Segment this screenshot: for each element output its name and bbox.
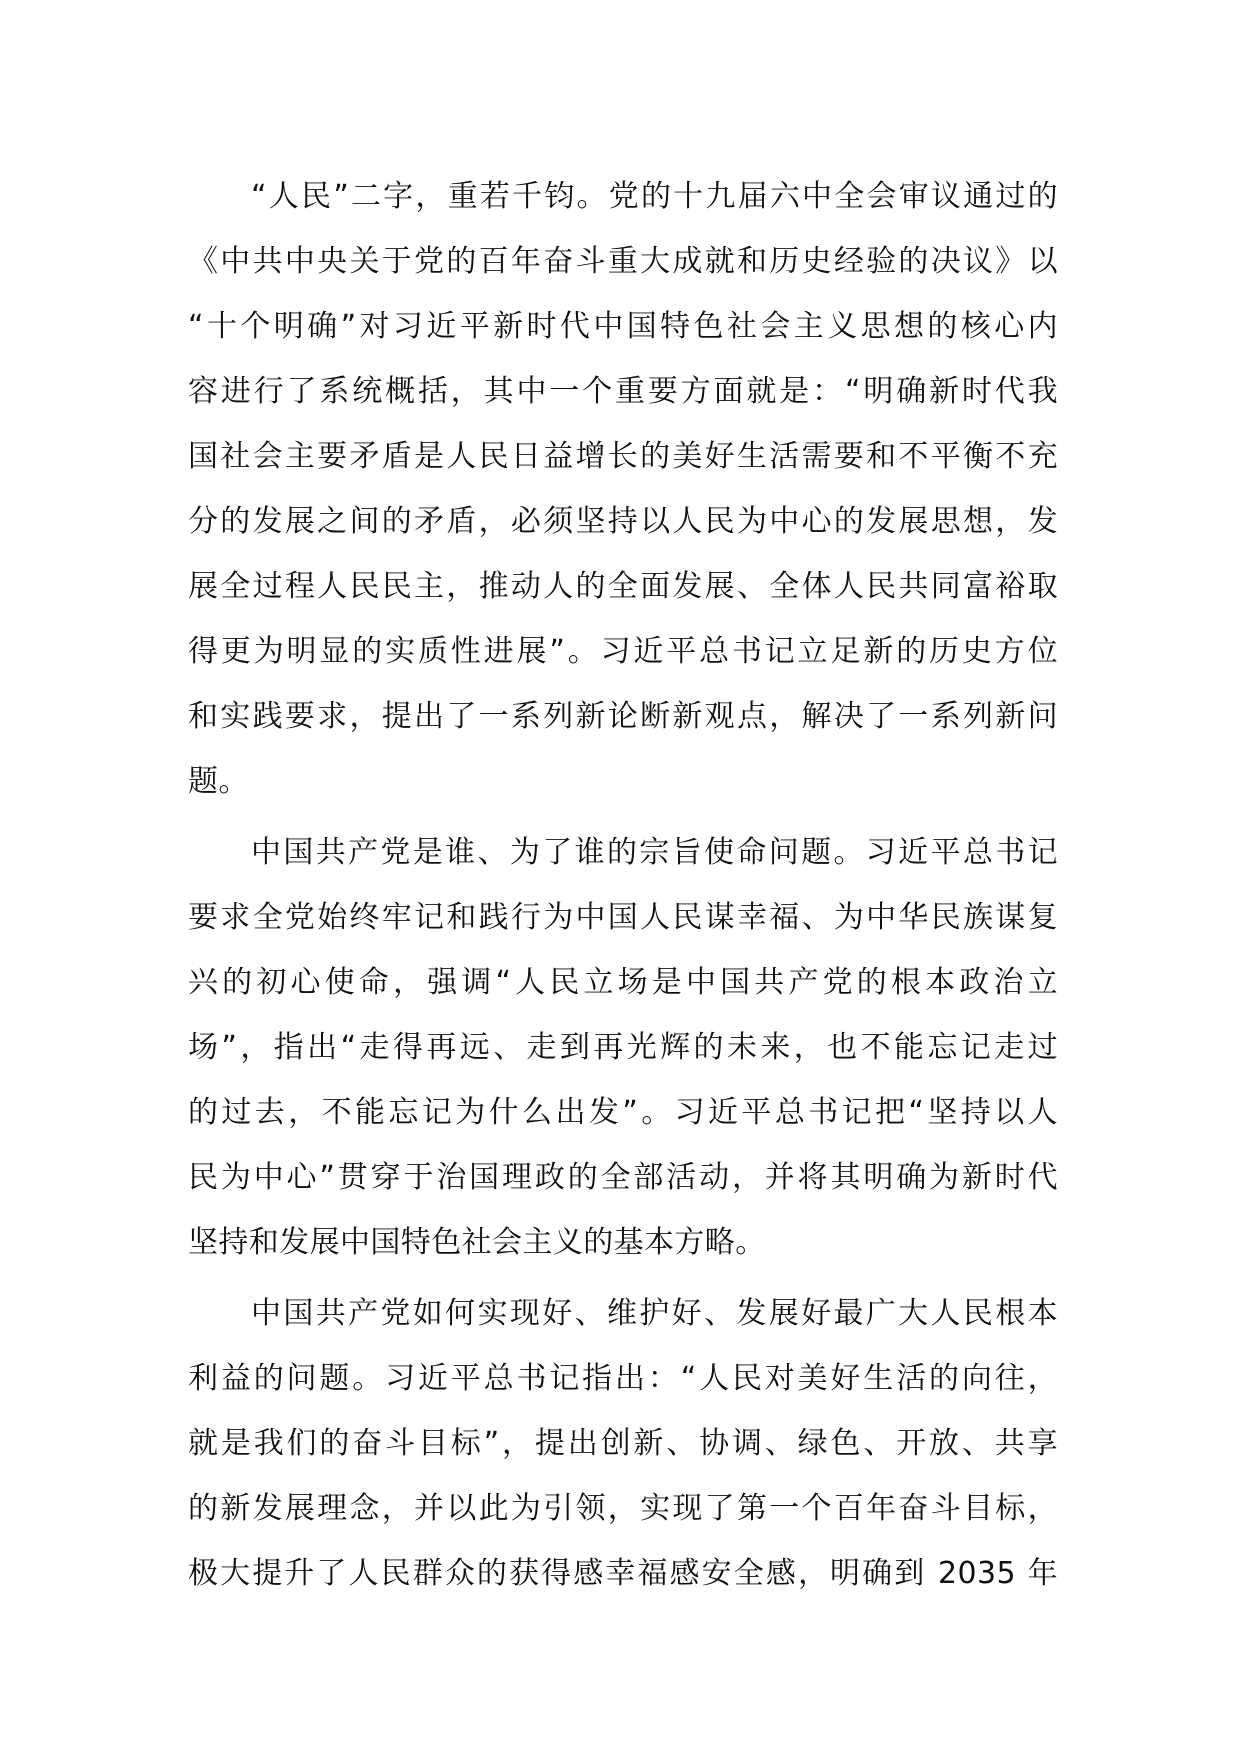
text-line: 的过去，不能忘记为什么出发”。习近平总书记把“坚持以人 [188, 1095, 1058, 1130]
paragraph-3 [188, 1281, 1058, 1606]
text-line: 分的发展之间的矛盾，必须坚持以人民为中心的发展思想，发 [188, 504, 1058, 539]
text-line: “人民”二字，重若千钧。党的十九届六中全会审议通过的 [251, 179, 1058, 214]
text-line: 得更为明显的实质性进展”。习近平总书记立足新的历史方位 [188, 634, 1058, 669]
text-line: 《中共中央关于党的百年奋斗重大成就和历史经验的决议》以 [188, 244, 1058, 279]
text-line: 场”，指出“走得再远、走到再光辉的未来，也不能忘记走过 [188, 1030, 1058, 1065]
text-line: 容进行了系统概括，其中一个重要方面就是：“明确新时代我 [188, 374, 1058, 409]
text-line: 兴的初心使命，强调“人民立场是中国共产党的根本政治立 [188, 965, 1058, 1000]
text-line: 要求全党始终牢记和践行为中国人民谋幸福、为中华民族谋复 [188, 900, 1058, 935]
text-line: 中国共产党如何实现好、维护好、发展好最广大人民根本 [251, 1296, 1058, 1331]
paragraph-2 [188, 820, 1058, 1275]
text-line: 展全过程人民民主，推动人的全面发展、全体人民共同富裕取 [188, 569, 1058, 604]
text-line: 利益的问题。习近平总书记指出：“人民对美好生活的向往， [188, 1361, 1058, 1396]
text-line: 和实践要求，提出了一系列新论断新观点，解决了一系列新问 [188, 699, 1058, 734]
text-line: 题。 [188, 764, 249, 799]
paragraph-1 [188, 164, 1058, 814]
text-line: “十个明确”对习近平新时代中国特色社会主义思想的核心内 [188, 309, 1058, 344]
text-line: 坚持和发展中国特色社会主义的基本方略。 [188, 1225, 766, 1260]
text-line: 的新发展理念，并以此为引领，实现了第一个百年奋斗目标， [188, 1491, 1058, 1526]
text-line: 民为中心”贯穿于治国理政的全部活动，并将其明确为新时代 [188, 1160, 1058, 1195]
text-line: 就是我们的奋斗目标”，提出创新、协调、绿色、开放、共享 [188, 1426, 1058, 1461]
text-line: 中国共产党是谁、为了谁的宗旨使命问题。习近平总书记 [251, 835, 1058, 870]
text-line: 极大提升了人民群众的获得感幸福感安全感，明确到 2035 年 [188, 1556, 1058, 1591]
document-body [188, 164, 1058, 1612]
text-line: 国社会主要矛盾是人民日益增长的美好生活需要和不平衡不充 [188, 439, 1058, 474]
